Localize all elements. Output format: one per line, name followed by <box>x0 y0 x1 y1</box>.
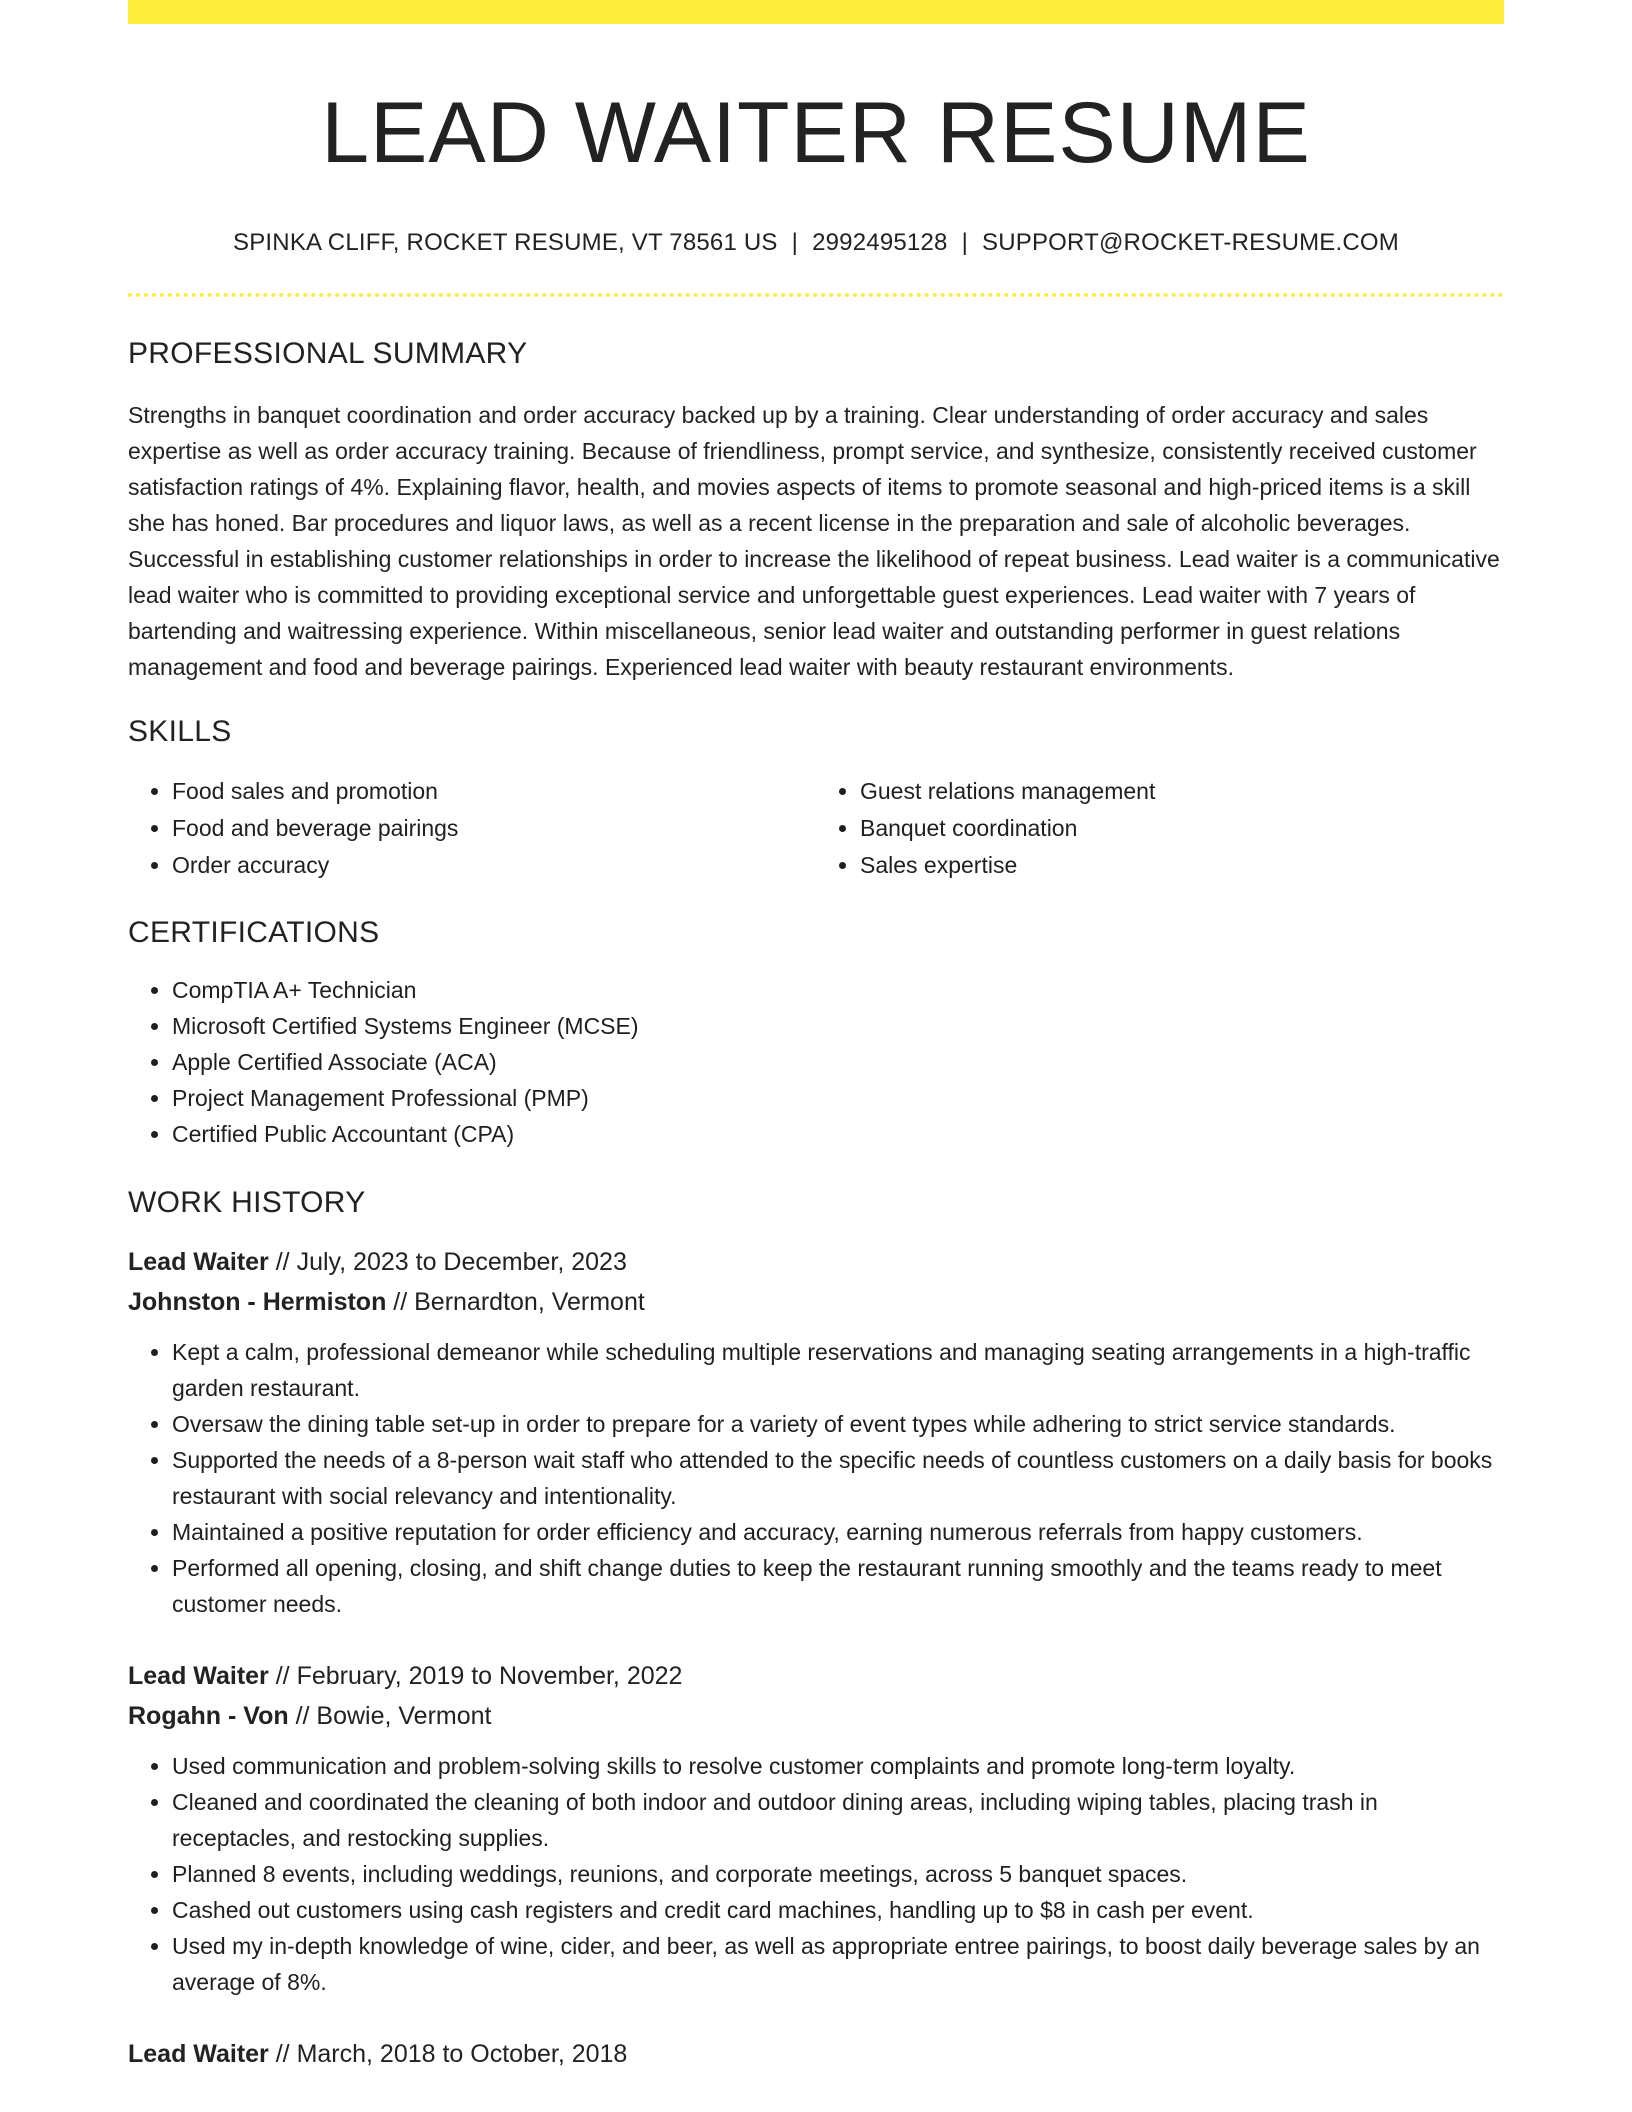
contact-email: SUPPORT@ROCKET-RESUME.COM <box>982 229 1399 257</box>
job-title-line <box>128 1656 1504 1696</box>
job-title: Lead Waiter <box>128 1248 269 1277</box>
job-entry <box>128 1656 1504 2000</box>
header-divider <box>128 293 1504 297</box>
list-item: • Sales expertise <box>860 847 1504 884</box>
list-item: • Guest relations management <box>860 773 1504 810</box>
job-title-line <box>128 1242 1504 1282</box>
list-item: • Food sales and promotion <box>172 773 816 810</box>
job-company: Rogahn - Von <box>128 1702 289 1731</box>
work-history-heading: WORK HISTORY <box>128 1186 366 1220</box>
list-item: • Used communication and problem-solving skills to resolve customer complaints and promote long-term loyalty. <box>172 1748 1504 1784</box>
job-entry <box>128 1242 1504 1622</box>
list-item: • Used my in-depth knowledge of wine, cider, and beer, as well as appropriate entree pairings, to boost daily beverage sales by an average of 8%. <box>172 1928 1504 2000</box>
job-company-line <box>128 1282 1504 1322</box>
top-accent-bar <box>128 0 1504 24</box>
list-item: • Banquet coordination <box>860 810 1504 847</box>
list-item: • Kept a calm, professional demeanor while scheduling multiple reservations and managing seating arrangements in a high-traffic garden restaurant. <box>172 1334 1504 1406</box>
summary-text: Strengths in banquet coordination and order accuracy backed up by a training. Clear understanding of order accuracy and sales expertise as well as order accuracy training. Because of friendliness, prompt service, and synthesize, consistently received customer satisfaction ratings of 4%. Explaining flavor, health, and movies aspects of items to promote seasonal and high-priced items is a skill she has honed. Bar procedures and liquor laws, as well as a recent license in the preparation and sale of alcoholic beverages. Successful in establishing customer relationships in order to increase the likelihood of repeat business. Lead waiter is a communicative lead waiter who is committed to providing exceptional service and unforgettable guest experiences. Lead waiter with 7 years of bartending and waitressing experience. Within miscellaneous, senior lead waiter and outstanding performer in guest relations management and food and beverage pairings. Experienced lead waiter with beauty restaurant environments. <box>128 402 1500 681</box>
list-item: • Planned 8 events, including weddings, reunions, and corporate meetings, across 5 banquet spaces. <box>172 1856 1504 1892</box>
job-dates: // February, 2019 to November, 2022 <box>268 1662 683 1691</box>
job-entry <box>128 2034 1504 2074</box>
job-location: // Bowie, Vermont <box>288 1702 492 1731</box>
job-company-line <box>128 1696 1504 1736</box>
list-item: • Microsoft Certified Systems Engineer (MCSE) <box>172 1008 1504 1044</box>
resume-title: LEAD WAITER RESUME <box>321 85 1311 181</box>
skills-left-list <box>128 773 816 884</box>
skills-right-list <box>816 773 1504 884</box>
list-item: • Oversaw the dining table set-up in order to prepare for a variety of event types while adhering to strict service standards. <box>172 1406 1504 1442</box>
job-title: Lead Waiter <box>128 1662 269 1691</box>
contact-address: SPINKA CLIFF, ROCKET RESUME, VT 78561 US <box>233 229 778 257</box>
job-bullets <box>128 1748 1504 2000</box>
certifications-heading: CERTIFICATIONS <box>128 916 380 950</box>
resume-page <box>128 0 1504 2074</box>
contact-separator: | <box>961 229 968 257</box>
contact-line <box>128 229 1504 257</box>
list-item: • Certified Public Accountant (CPA) <box>172 1116 1504 1152</box>
contact-phone: 2992495128 <box>812 229 948 257</box>
contact-separator: | <box>791 229 799 257</box>
job-dates: // March, 2018 to October, 2018 <box>268 2040 628 2069</box>
list-item: • Cashed out customers using cash registers and credit card machines, handling up to $8 in cash per event. <box>172 1892 1504 1928</box>
list-item: • Order accuracy <box>172 847 816 884</box>
list-item: • Project Management Professional (PMP) <box>172 1080 1504 1116</box>
job-bullets <box>128 1334 1504 1622</box>
skills-columns <box>128 773 1504 884</box>
list-item: • Supported the needs of a 8-person wait staff who attended to the specific needs of countless customers on a daily basis for books restaurant with social relevancy and intentionality. <box>172 1442 1504 1514</box>
job-title: Lead Waiter <box>128 2040 269 2069</box>
skills-heading: SKILLS <box>128 715 232 749</box>
summary-heading: PROFESSIONAL SUMMARY <box>128 337 528 371</box>
list-item: • CompTIA A+ Technician <box>172 972 1504 1008</box>
list-item: • Apple Certified Associate (ACA) <box>172 1044 1504 1080</box>
certifications-list <box>128 972 1504 1152</box>
list-item: • Maintained a positive reputation for order efficiency and accuracy, earning numerous referrals from happy customers. <box>172 1514 1504 1550</box>
list-item: • Food and beverage pairings <box>172 810 816 847</box>
list-item: • Performed all opening, closing, and shift change duties to keep the restaurant running smoothly and the teams ready to meet customer needs. <box>172 1550 1504 1622</box>
list-item: • Cleaned and coordinated the cleaning of both indoor and outdoor dining areas, including wiping tables, placing trash in receptacles, and restocking supplies. <box>172 1784 1504 1856</box>
job-location: // Bernardton, Vermont <box>386 1288 645 1317</box>
job-dates: // July, 2023 to December, 2023 <box>268 1248 627 1277</box>
job-company: Johnston - Hermiston <box>128 1288 387 1317</box>
job-title-line <box>128 2034 1504 2074</box>
